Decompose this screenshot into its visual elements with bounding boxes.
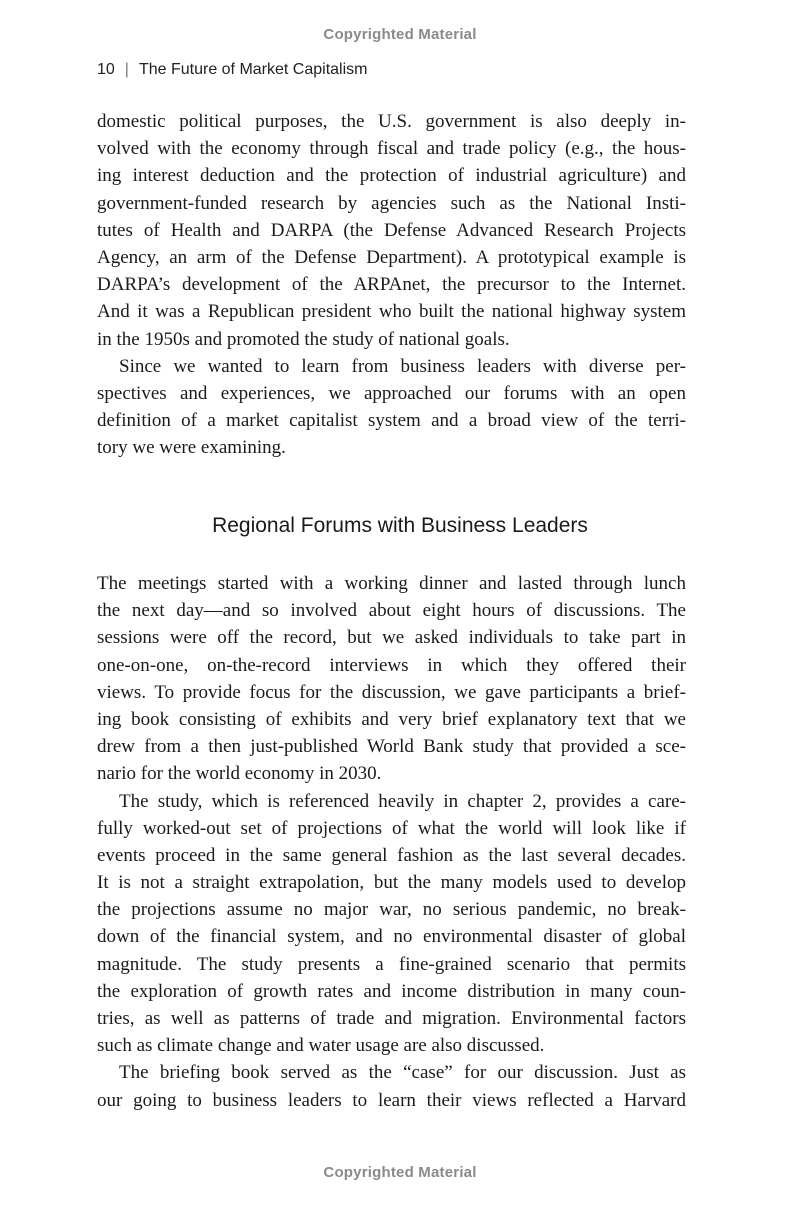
text-line: views. To provide focus for the discussion, we gave participants a brief- [97, 681, 686, 703]
text-line: the projections assume no major war, no serious pandemic, no break- [97, 899, 686, 921]
text-line: our going to business leaders to learn their views reflected a Harvard [97, 1089, 686, 1111]
text-line: ing interest deduction and the protection of industrial agriculture) and [97, 165, 686, 187]
text-line: spectives and experiences, we approached our forums with an open [97, 382, 686, 404]
text-line: tutes of Health and DARPA (the Defense Advanced Research Projects [97, 219, 686, 241]
body-text-bottom [97, 570, 686, 1114]
text-line: nario for the world economy in 2030. [97, 763, 382, 785]
text-line: DARPA’s development of the ARPAnet, the precursor to the Internet. [97, 274, 686, 296]
running-head [97, 61, 367, 79]
text-line: Agency, an arm of the Defense Department). A prototypical example is [97, 246, 686, 268]
text-line: definition of a market capitalist system and a broad view of the terri- [97, 410, 686, 432]
section-heading: Regional Forums with Business Leaders [212, 514, 588, 537]
book-title: The Future of Market Capitalism [138, 61, 368, 78]
header-separator: | [124, 61, 129, 78]
text-line: the next day—and so involved about eight hours of discussions. The [97, 600, 686, 622]
text-line: such as climate change and water usage are also discussed. [97, 1035, 545, 1057]
text-line: The study, which is referenced heavily in chapter 2, provides a care- [119, 790, 686, 812]
text-line: domestic political purposes, the U.S. government is also deeply in- [97, 111, 686, 132]
body-text-top [97, 108, 686, 461]
text-line: down of the financial system, and no environmental disaster of global [97, 926, 686, 948]
text-line: volved with the economy through fiscal and trade policy (e.g., the hous- [97, 138, 686, 160]
copyright-watermark-bottom: Copyrighted Material [323, 1164, 477, 1181]
text-line: one-on-one, on-the-record interviews in which they offered their [97, 654, 686, 676]
text-line: The briefing book served as the “case” for our discussion. Just as [119, 1062, 686, 1084]
text-line: sessions were off the record, but we asked individuals to take part in [97, 627, 686, 649]
copyright-watermark-top: Copyrighted Material [323, 26, 477, 43]
text-line: events proceed in the same general fashion as the last several decades. [97, 844, 686, 866]
text-line: government-funded research by agencies such as the National Insti- [97, 192, 686, 214]
text-line: drew from a then just-published World Bank study that provided a sce- [97, 736, 686, 758]
page-number: 10 [97, 61, 115, 78]
text-line: the exploration of growth rates and income distribution in many coun- [97, 980, 686, 1002]
text-line: in the 1950s and promoted the study of national goals. [97, 328, 510, 350]
text-line: And it was a Republican president who built the national highway system [97, 301, 686, 323]
text-line: fully worked-out set of projections of what the world will look like if [97, 817, 686, 839]
text-line: magnitude. The study presents a fine-grained scenario that permits [97, 953, 686, 975]
text-line: ing book consisting of exhibits and very brief explanatory text that we [97, 708, 686, 730]
text-line: tory we were examining. [97, 437, 286, 459]
text-line: Since we wanted to learn from business leaders with diverse per- [119, 355, 686, 377]
text-line: The meetings started with a working dinner and lasted through lunch [97, 573, 686, 594]
text-line: tries, as well as patterns of trade and migration. Environmental factors [97, 1008, 686, 1029]
text-line: It is not a straight extrapolation, but the many models used to develop [97, 872, 686, 894]
